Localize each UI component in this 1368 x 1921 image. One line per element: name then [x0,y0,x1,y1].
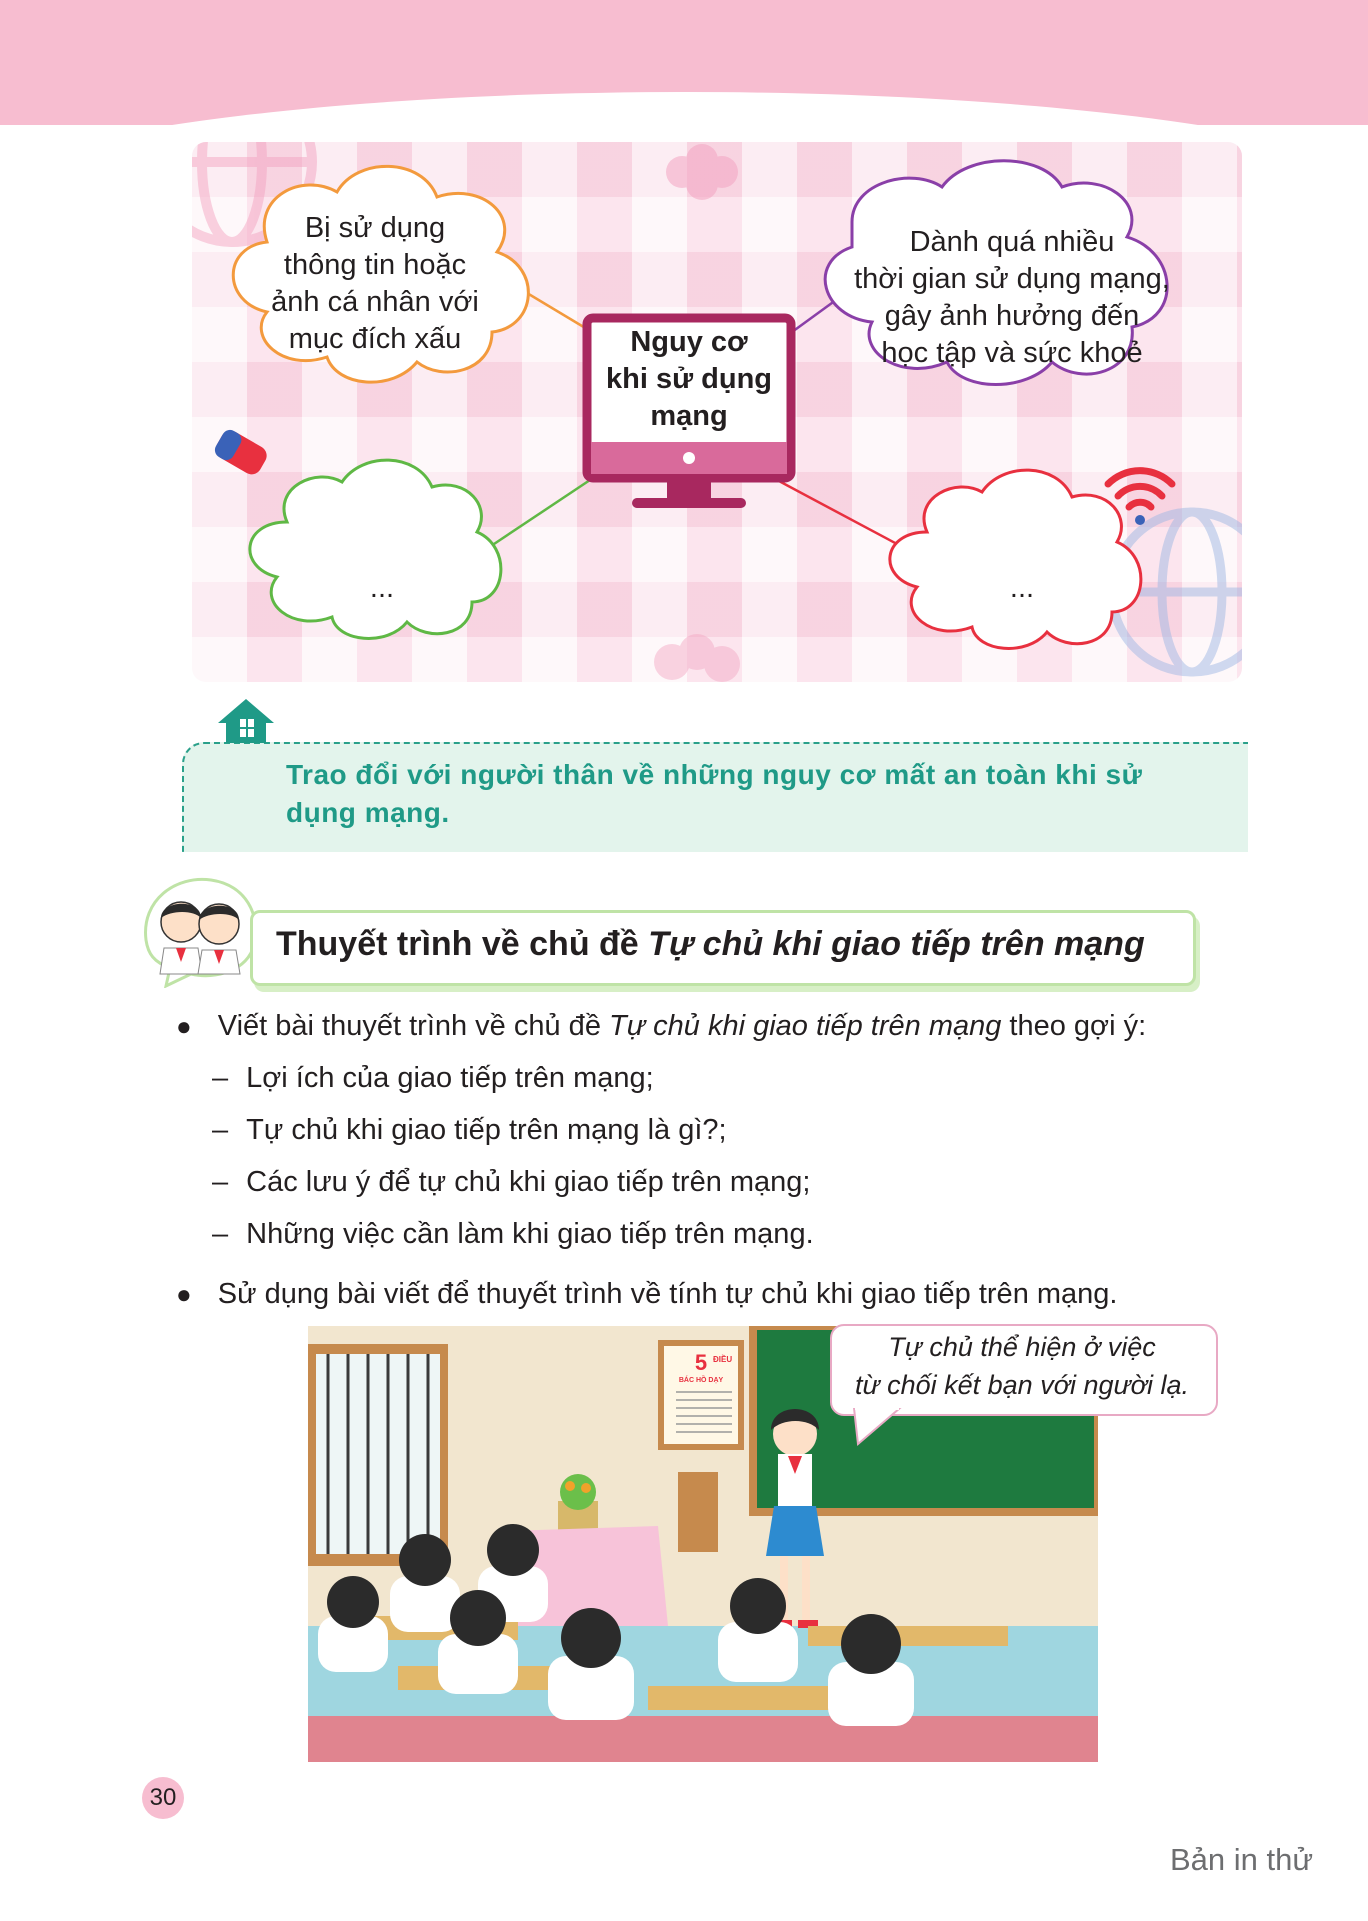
home-activity-text [286,756,1206,832]
page-number: 30 [149,1784,177,1811]
bullet-item-1 [176,1006,1146,1046]
cloud-bottom-left-text: ... [369,572,395,604]
bullet-text-italic: Tự chủ khi giao tiếp trên mạng [609,1010,1002,1042]
sub-item-text: Các lưu ý để tự chủ khi giao tiếp trên mạng; [246,1166,811,1198]
bullet-dot-icon: ● [176,1011,192,1041]
sub-item [212,1162,810,1202]
cloud-top-right-text [842,224,1182,372]
footer-label: Bản in thử [1170,1842,1314,1877]
cloud-line: học tập và sức khoẻ [881,337,1143,369]
cloud-line: Dành quá nhiều [909,226,1115,258]
decor-flower-icon [666,144,738,200]
dash-icon: – [212,1166,229,1198]
speech-line: từ chối kết bạn với người lạ. [854,1370,1190,1400]
cloud-bottom-left [250,460,501,638]
cloud-top-left-text [240,210,510,358]
decor-bottom-flower-icon [654,634,740,682]
cloud-line: Bị sử dụng [304,212,446,244]
cloud-line: thời gian sử dụng mạng, [854,263,1170,295]
home-activity-line: Trao đổi với người thân về những nguy cơ mất an toàn khi sử [286,759,1143,790]
poster-word: ĐIỀU [713,1355,733,1364]
sub-item-text: Những việc cần làm khi giao tiếp trên mạng. [246,1218,814,1250]
speech-line: Tự chủ thể hiện ở việc [888,1332,1156,1362]
monitor-title-line: Nguy cơ [630,326,748,358]
poster [658,1340,744,1450]
bullet-dot-icon: ● [176,1279,192,1309]
cloud-line: thông tin hoặc [283,249,467,281]
sub-item [212,1110,727,1150]
bullet-text: Sử dụng bài viết để thuyết trình về tính tự chủ khi giao tiếp trên mạng. [217,1278,1118,1310]
bullet-text: theo gợi ý: [1001,1010,1147,1042]
section-title [276,920,1176,968]
eraser-icon [212,427,270,478]
speech-bubble-tail [852,1408,902,1448]
home-icon [214,697,278,745]
sub-item [212,1058,654,1098]
speech-text [830,1328,1214,1404]
poster-number: 5 [694,1350,708,1375]
cloud-line: mục đích xấu [288,323,462,355]
section-title-italic: Tự chủ khi giao tiếp trên mạng [648,925,1145,963]
cloud-line: gây ảnh hưởng đến [884,300,1140,332]
students-avatar-icon [136,870,266,988]
mindmap-panel [192,142,1242,682]
sub-item-text: Tự chủ khi giao tiếp trên mạng là gì?; [246,1114,727,1146]
cloud-bottom-right-text: ... [1009,572,1035,604]
bullet-item-2 [176,1274,1117,1314]
dash-icon: – [212,1114,229,1146]
monitor-title [592,324,786,435]
section-title-plain: Thuyết trình về chủ đề [276,925,649,963]
poster-subtitle: BÁC HỒ DẠY [678,1377,724,1384]
cloud-bottom-right [890,470,1141,648]
bullet-text: Viết bài thuyết trình về chủ đề [217,1010,609,1042]
monitor-title-line: khi sử dụng [606,363,772,395]
dash-icon: – [212,1062,229,1094]
cloud-line: ảnh cá nhân với [271,286,479,318]
home-activity-line: dụng mạng. [286,797,450,828]
sub-item [212,1214,814,1254]
dash-icon: – [212,1218,229,1250]
monitor-title-line: mạng [650,400,728,432]
sub-item-text: Lợi ích của giao tiếp trên mạng; [246,1062,654,1094]
